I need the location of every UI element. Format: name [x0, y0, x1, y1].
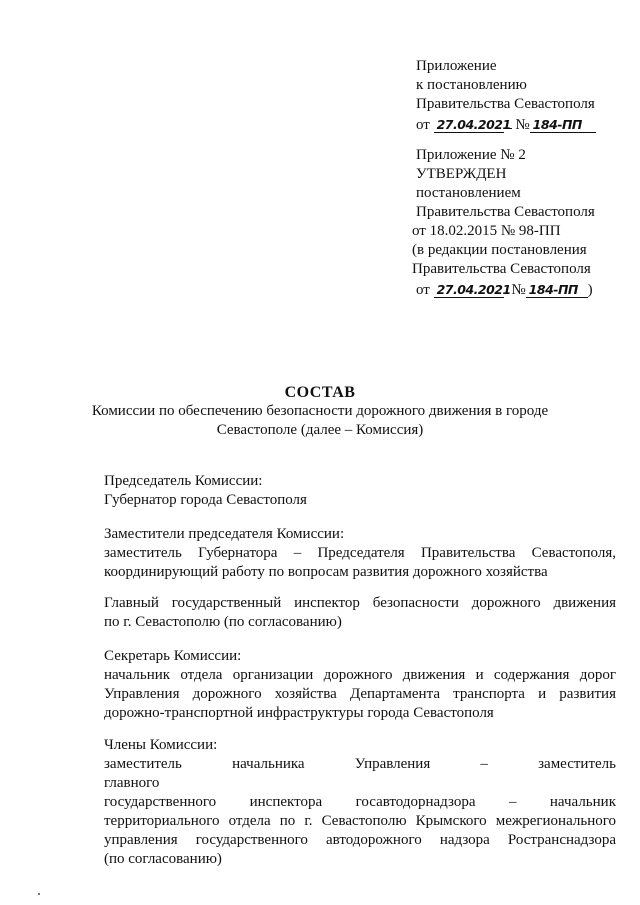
deputy-1-line-2: координирующий работу по вопросам развития дорожного хозяйства: [104, 564, 548, 580]
original-resolution: от 18.02.2015 № 98-ПП: [412, 223, 561, 239]
approved-by: постановлением: [416, 185, 521, 201]
appendix-date-line: [412, 114, 627, 135]
secretary-line-2: Управления дорожного хозяйства Департамента транспорта и развития: [104, 686, 616, 702]
deputy-2-line-2: по г. Севастополю (по согласованию): [104, 614, 342, 630]
member-line-3: территориального отдела по г. Севастополю Крымского межрегионального: [104, 813, 616, 829]
appendix2-government: Правительства Севастополя: [416, 204, 595, 220]
revision-government: Правительства Севастополя: [412, 261, 591, 277]
appendix2-label: Приложение № 2: [416, 147, 526, 163]
chair-person: Губернатор города Севастополя: [104, 492, 307, 508]
appendix-resolution-ref: к постановлению: [416, 77, 527, 93]
appendix-header: [412, 57, 627, 135]
deputy-2: [104, 594, 616, 632]
members-section: [104, 736, 616, 869]
chair-section: [104, 472, 616, 510]
member-line-1: заместитель начальника Управления – заместитель главного: [104, 756, 616, 791]
appendix-government: Правительства Севастополя: [416, 96, 595, 112]
number-prefix: №: [511, 282, 526, 298]
chair-label: Председатель Комиссии:: [104, 473, 263, 489]
revision-date-line: [412, 279, 627, 300]
scan-speck: [38, 893, 40, 895]
members-label: Члены Комиссии:: [104, 737, 218, 753]
number-prefix: №: [515, 117, 530, 133]
secretary-line-1: начальник отдела организации дорожного движения и содержания дорог: [104, 667, 616, 683]
underline: [504, 114, 512, 129]
appendix-label: Приложение: [416, 58, 497, 74]
member-line-4: управления государственного автодорожного надзора Ространснадзора: [104, 832, 616, 848]
deputies-section: [104, 525, 616, 582]
title-line-1: Комиссии по обеспечению безопасности дорожного движения в городе: [91, 403, 549, 419]
handwritten-date: 27.04.2021: [434, 117, 504, 133]
date-prefix: от: [416, 282, 430, 298]
document-title: [0, 383, 640, 440]
revision-note: (в редакции постановления: [412, 242, 587, 258]
handwritten-number: 184-ПП: [526, 282, 588, 298]
deputy-1-line-1: заместитель Губернатора – Председателя Правительства Севастополя,: [104, 545, 616, 561]
secretary-section: [104, 647, 616, 723]
approved-label: УТВЕРЖДЕН: [416, 166, 507, 182]
member-line-5: (по согласованию): [104, 851, 222, 867]
appendix2-header: [412, 146, 627, 300]
member-line-2: государственного инспектора госавтодорнадзора – начальник: [104, 794, 616, 810]
underline: [504, 279, 508, 294]
handwritten-date: 27.04.2021: [434, 282, 504, 298]
title-heading: СОСТАВ: [284, 384, 356, 401]
deputies-label: Заместители председателя Комиссии:: [104, 526, 345, 542]
deputy-2-line-1: Главный государственный инспектор безопасности дорожного движения: [104, 595, 616, 611]
secretary-line-3: дорожно-транспортной инфраструктуры города Севастополя: [104, 705, 494, 721]
closing-paren: ): [587, 282, 593, 298]
secretary-label: Секретарь Комиссии:: [104, 648, 242, 664]
handwritten-number: 184-ПП: [530, 117, 596, 133]
title-line-2: Севастополе (далее – Комиссия): [216, 422, 424, 438]
date-prefix: от: [416, 117, 430, 133]
